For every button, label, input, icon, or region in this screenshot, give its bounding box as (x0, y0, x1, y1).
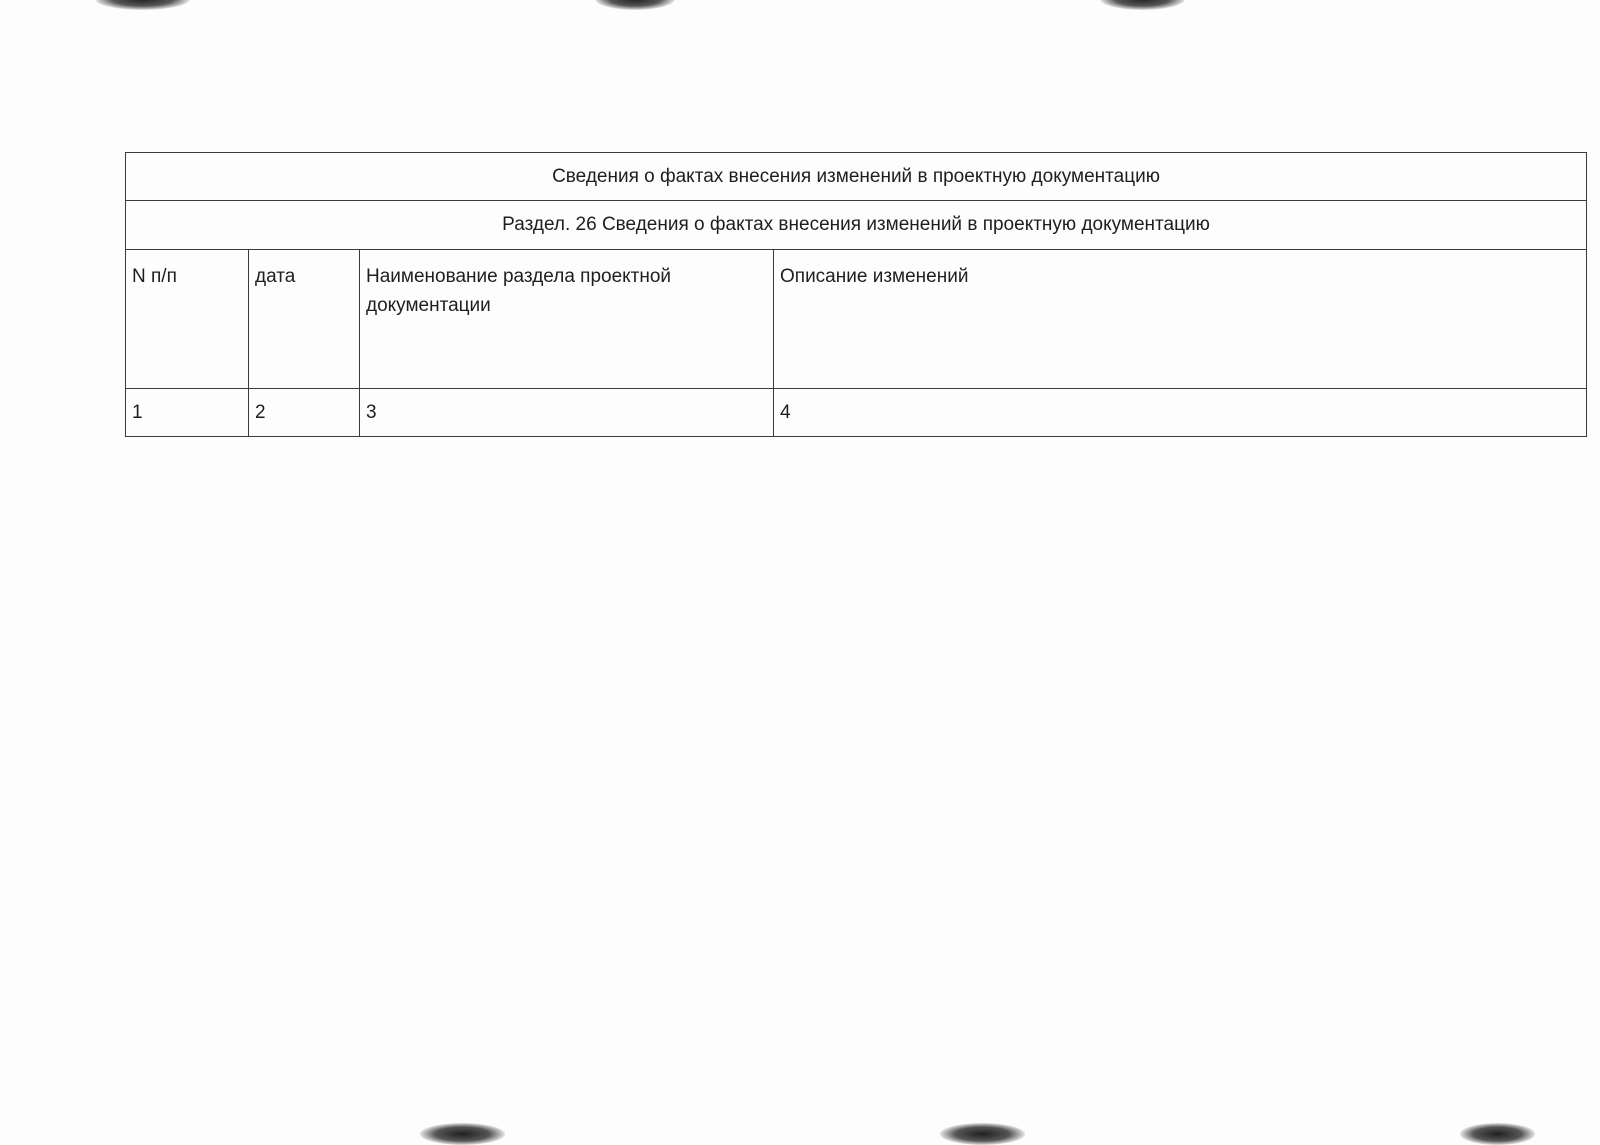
scan-hole-top-left (95, 0, 190, 10)
section-title: Раздел. 26 Сведения о фактах внесения изменений в проектную документацию (126, 201, 1587, 250)
column-number-cell: 3 (360, 389, 774, 437)
header-cell-description: Описание изменений (774, 250, 1587, 389)
scan-hole-bottom-center (940, 1123, 1025, 1145)
changes-table (125, 152, 1587, 437)
header-cell-number: N п/п (126, 250, 249, 389)
table-title: Сведения о фактах внесения изменений в проектную документацию (126, 153, 1587, 201)
column-number-cell: 2 (249, 389, 360, 437)
header-cell-date: дата (249, 250, 360, 389)
section-title-row (126, 201, 1587, 250)
scan-hole-top-center (595, 0, 675, 10)
column-number-cell: 1 (126, 389, 249, 437)
column-number-cell: 4 (774, 389, 1587, 437)
header-cell-section-name: Наименование раздела проектной документации (360, 250, 774, 389)
table-title-row (126, 153, 1587, 201)
scan-hole-bottom-left (420, 1123, 505, 1145)
header-row (126, 250, 1587, 389)
scan-hole-bottom-right (1460, 1123, 1535, 1145)
scan-hole-top-right (1100, 0, 1185, 10)
column-number-row (126, 389, 1587, 437)
